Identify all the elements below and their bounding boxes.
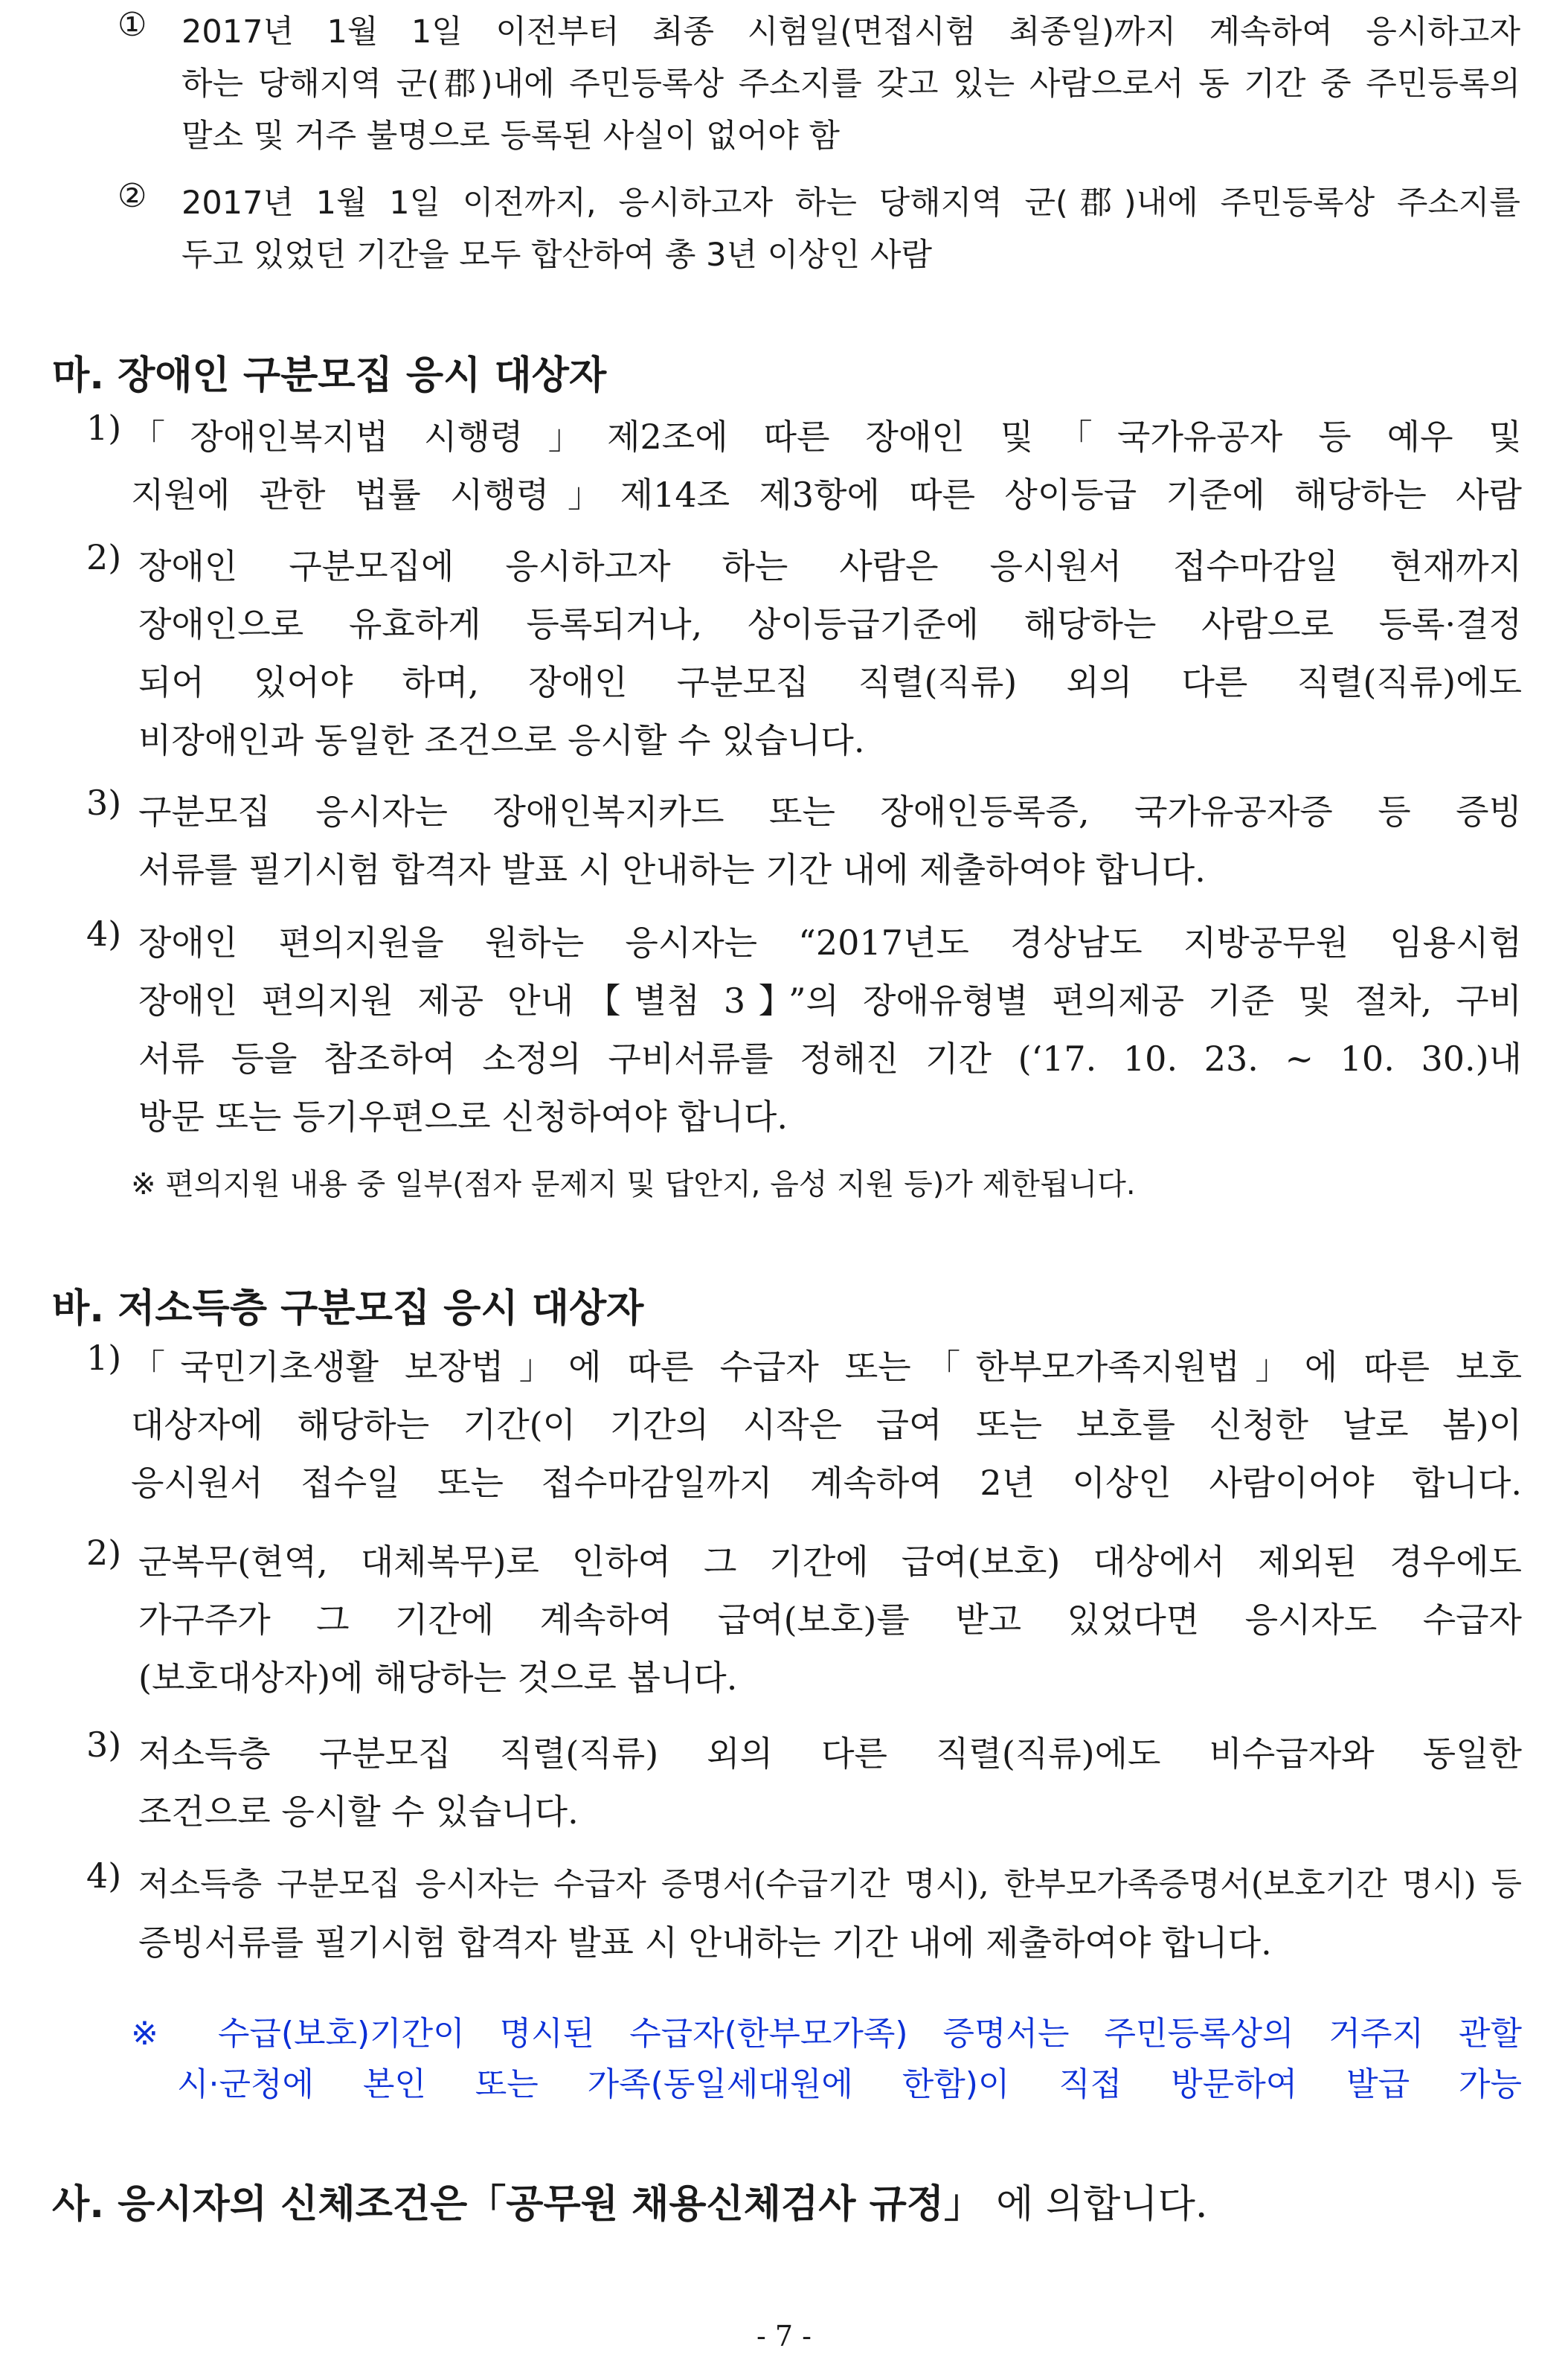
item-line: 말소 및 거주 불명으로 등록된 사실이 없어야 함 [181, 118, 840, 155]
item-marker: 4) [86, 1856, 122, 1896]
item-marker: 2) [86, 537, 122, 577]
item-line: 군복무(현역, 대체복무)로 인하여 그 기간에 급여(보호) 대상에서 제외된 경우에도 [138, 1542, 1522, 1582]
item-line: 대상자에 해당하는 기간(이 기간의 시작은 급여 또는 보호를 신청한 날로 봄)이 [131, 1405, 1522, 1445]
note-line: ※ 수급(보호)기간이 명시된 수급자(한부모가족) 증명서는 주민등록상의 거주지 관할 [131, 2015, 1522, 2053]
section-heading-ba: 바. 저소득층 구분모집 응시 대상자 [52, 1286, 644, 1331]
item-line: 장애인으로 유효하게 등록되거나, 상이등급기준에 해당하는 사람으로 등록·결정 [138, 604, 1522, 644]
heading-bold-text: 사. 응시자의 신체조건은「공무원 채용신체검사 규정」 [52, 2182, 983, 2227]
item-line: 구분모집 응시자는 장애인복지카드 또는 장애인등록증, 국가유공자증 등 증빙 [138, 792, 1522, 832]
item-line: 가구주가 그 기간에 계속하여 급여(보호)를 받고 있었다면 응시자도 수급자 [138, 1600, 1522, 1640]
item-line: 서류를 필기시험 합격자 발표 시 안내하는 기간 내에 제출하여야 합니다. [138, 850, 1206, 890]
section-heading-sa [52, 2172, 1207, 2228]
item-marker: 3) [86, 1725, 122, 1765]
ba-note [131, 2009, 1522, 2110]
item-marker: 3) [86, 783, 122, 823]
ma-note: ※ 편의지원 내용 중 일부(점자 문제지 및 답안지, 음성 지원 등)가 제한됩니다. [131, 1167, 1136, 1202]
item-line: 저소득층 구분모집 직렬(직류) 외의 다른 직렬(직류)에도 비수급자와 동일한 [138, 1734, 1522, 1774]
item-marker: 1) [86, 1338, 122, 1378]
section-heading-ma: 마. 장애인 구분모집 응시 대상자 [52, 353, 607, 398]
item-line: 응시원서 접수일 또는 접수마감일까지 계속하여 2년 이상인 사람이어야 합니다. [131, 1463, 1522, 1503]
item-line: 장애인 편의지원 제공 안내【별첨 3】”의 장애유형별 편의제공 기준 및 절차, 구비 [138, 981, 1522, 1021]
item-marker: 1) [86, 408, 122, 448]
heading-plain-text: 에 의합니다. [996, 2182, 1208, 2227]
item-line: 증빙서류를 필기시험 합격자 발표 시 안내하는 기간 내에 제출하여야 합니다. [138, 1922, 1272, 1963]
page-number: - 7 - [756, 2320, 812, 2353]
item-line: 2017년 1월 1일 이전까지, 응시하고자 하는 당해지역 군(郡)내에 주민등록상 주소지를 [181, 185, 1520, 222]
item-line: 되어 있어야 하며, 장애인 구분모집 직렬(직류) 외의 다른 직렬(직류)에도 [138, 662, 1522, 702]
item-line: 저소득층 구분모집 응시자는 수급자 증명서(수급기간 명시), 한부모가족증명서(보호기간 명시) 등 [138, 1866, 1522, 1903]
item-line: 「장애인복지법 시행령」제2조에 따른 장애인 및「국가유공자 등 예우 및 [131, 417, 1522, 457]
item-line: 서류 등을 참조하여 소정의 구비서류를 정해진 기간 (‘17. 10. 23. ~ 10. 30.)내 [138, 1039, 1522, 1079]
item-line: 조건으로 응시할 수 있습니다. [138, 1792, 579, 1832]
item-line: (보호대상자)에 해당하는 것으로 봅니다. [138, 1658, 738, 1698]
item-marker: 2) [86, 1533, 122, 1573]
item-line: 방문 또는 등기우편으로 신청하여야 합니다. [138, 1097, 788, 1137]
item-marker: 4) [86, 914, 122, 954]
item-line: 두고 있었던 기간을 모두 합산하여 총 3년 이상인 사람 [181, 237, 933, 274]
item-marker: ② [118, 177, 147, 215]
item-line: 장애인 구분모집에 응시하고자 하는 사람은 응시원서 접수마감일 현재까지 [138, 546, 1522, 586]
item-line: 장애인 편의지원을 원하는 응시자는 “2017년도 경상남도 지방공무원 임용시험 [138, 923, 1522, 963]
note-line: 시·군청에 본인 또는 가족(동일세대원에 한함)이 직접 방문하여 발급 가능 [177, 2065, 1522, 2103]
item-line: 「국민기초생활 보장법」에 따른 수급자 또는「한부모가족지원법」에 따른 보호 [131, 1347, 1523, 1387]
item-marker: ① [118, 6, 147, 44]
item-line: 비장애인과 동일한 조건으로 응시할 수 있습니다. [138, 720, 865, 760]
item-line: 하는 당해지역 군(郡)내에 주민등록상 주소지를 갖고 있는 사람으로서 동 기간 중 주민등록의 [181, 65, 1520, 103]
item-line: 2017년 1월 1일 이전부터 최종 시험일(면접시험 최종일)까지 계속하여 응시하고자 [181, 13, 1520, 51]
item-line: 지원에 관한 법률 시행령」제14조 제3항에 따른 상이등급 기준에 해당하는 사람 [131, 475, 1522, 515]
